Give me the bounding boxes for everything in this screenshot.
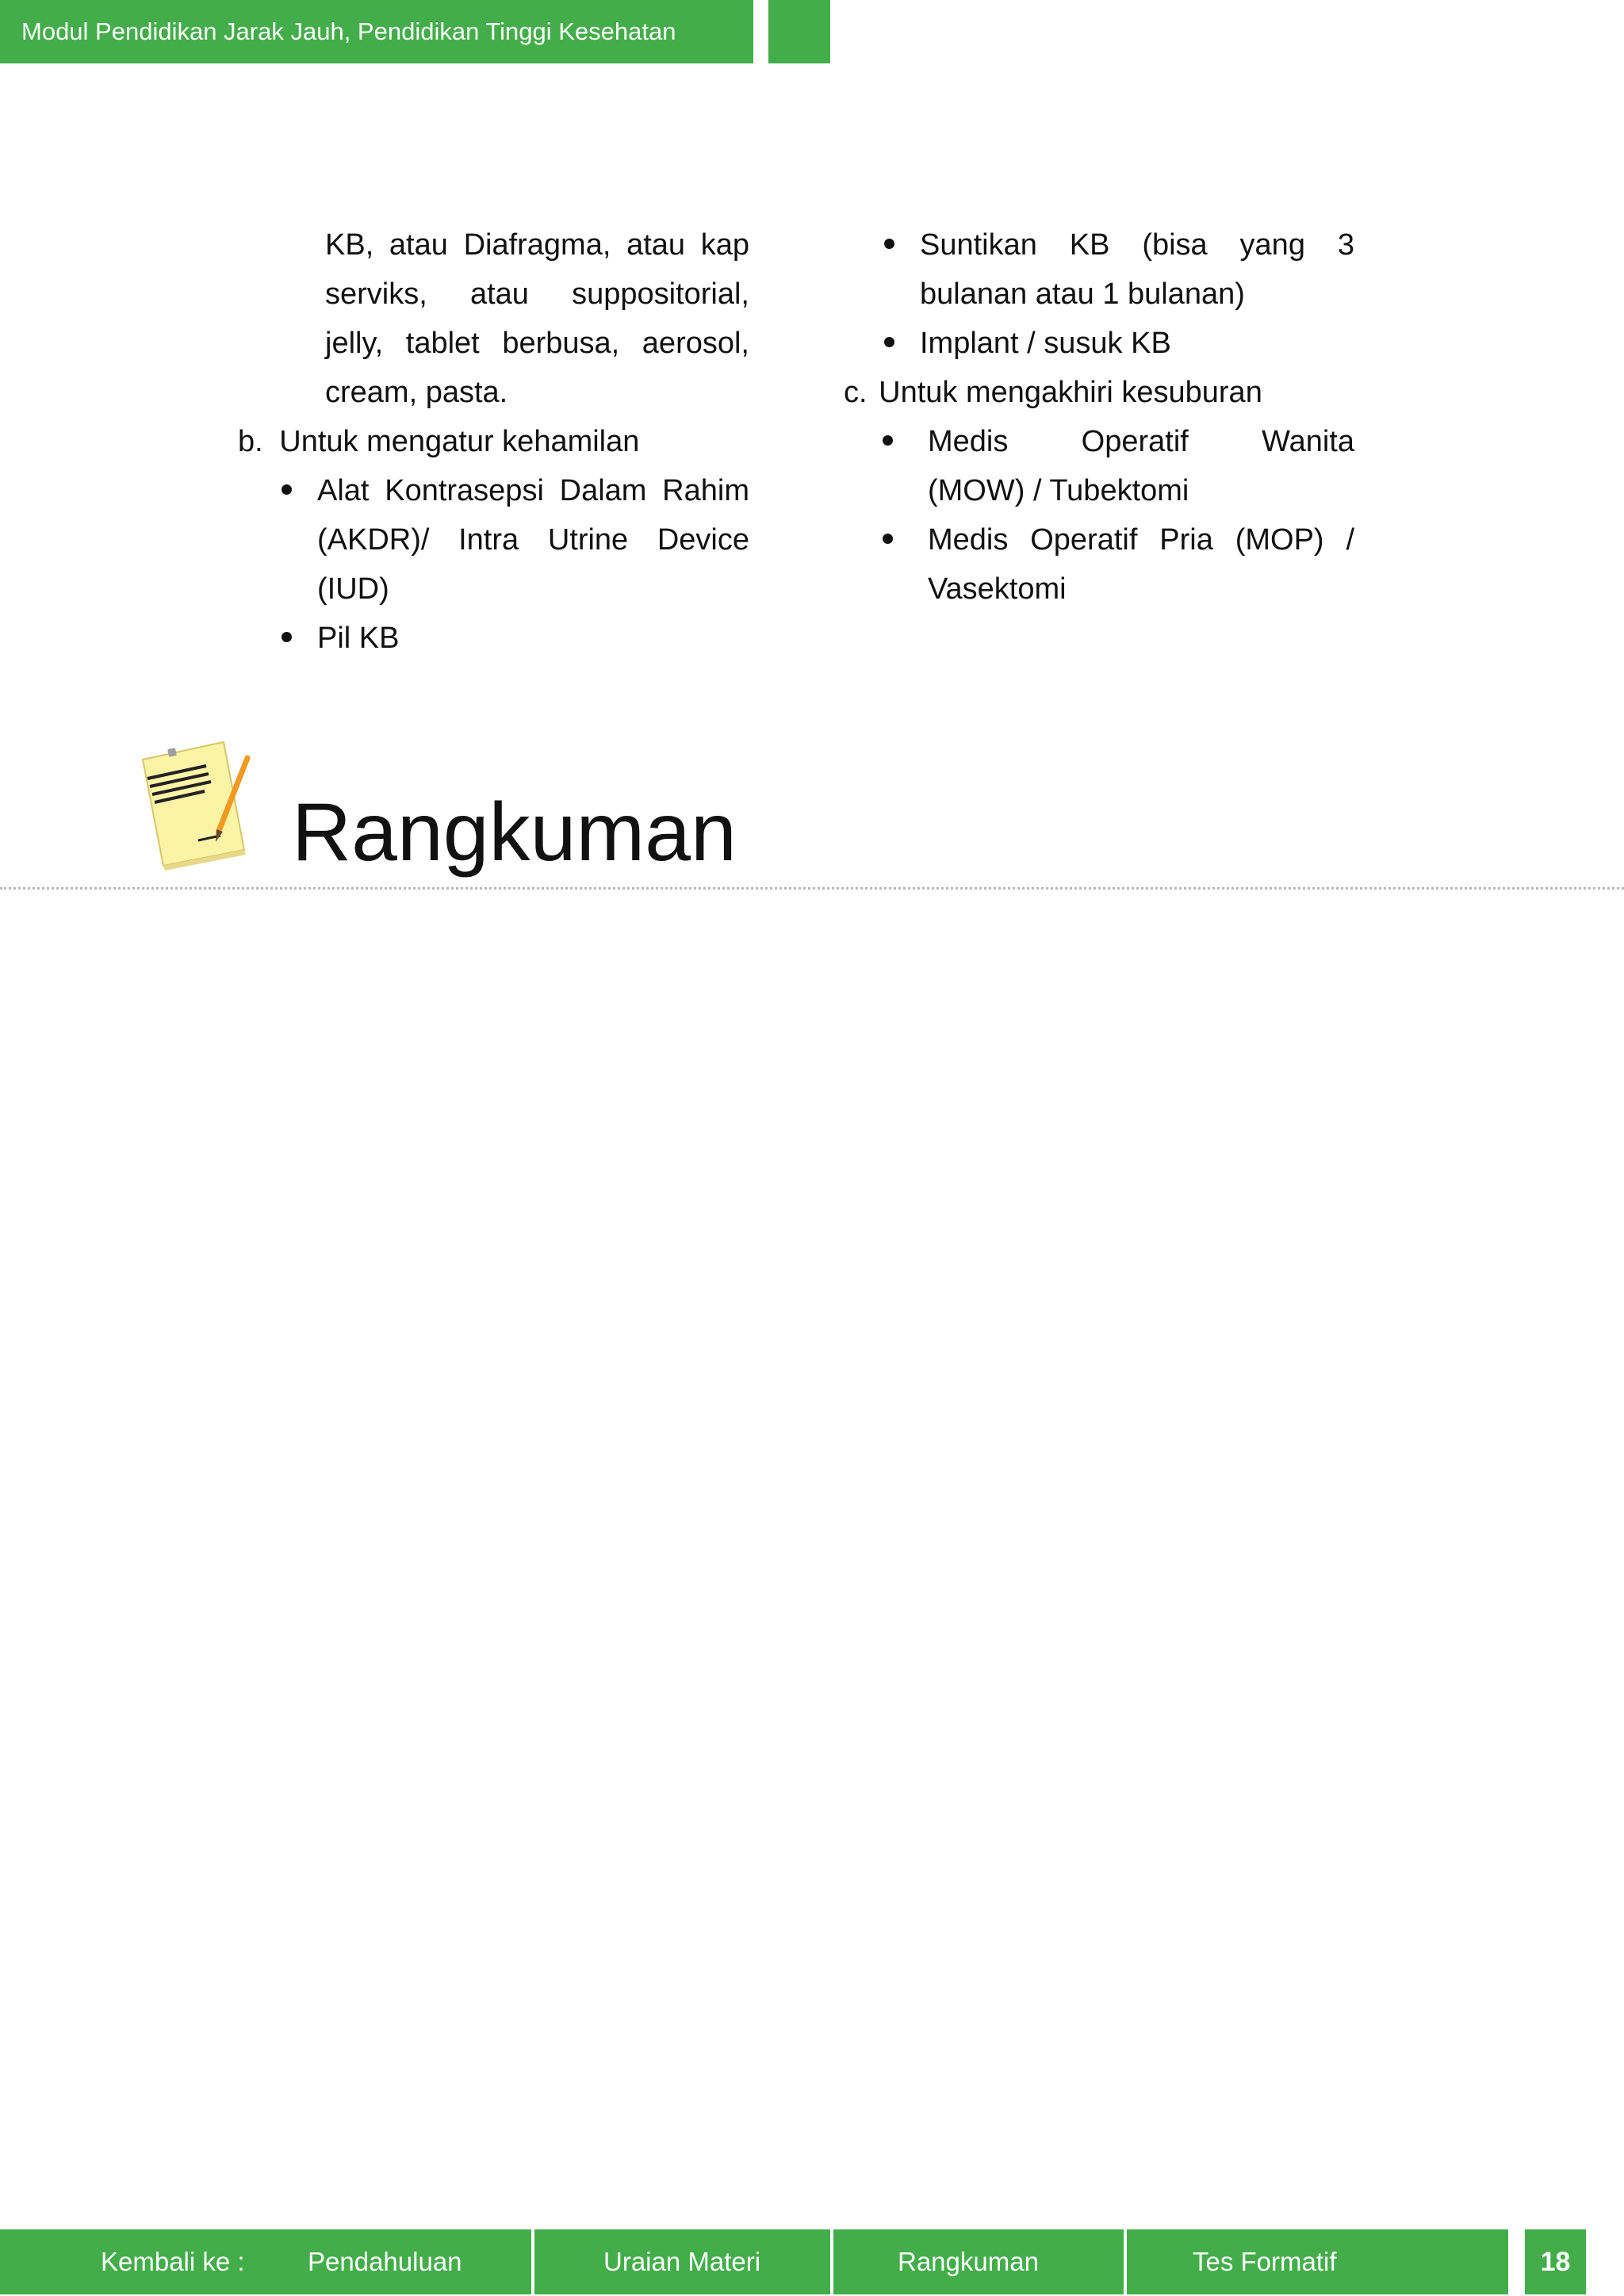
- footer-back-segment: [0, 2229, 531, 2294]
- bullet-dot: [883, 534, 893, 544]
- list-heading: Untuk mengatur kehamilan: [279, 425, 640, 458]
- paragraph-line: cream, pasta.: [325, 376, 508, 409]
- bullet-dot: [282, 484, 292, 495]
- nav-link-pendahuluan[interactable]: Pendahuluan: [308, 2247, 462, 2276]
- back-label: Kembali ke :: [101, 2247, 245, 2276]
- header-bar: [0, 0, 753, 63]
- bullet-dot: [883, 435, 893, 446]
- bullet-line: Alat Kontrasepsi Dalam Rahim: [317, 474, 749, 507]
- nav-link-rangkuman[interactable]: Rangkuman: [833, 2229, 1124, 2294]
- bullet-line: Suntikan KB (bisa yang 3: [920, 228, 1354, 262]
- bullet-dot: [884, 239, 894, 249]
- bullet-line: (AKDR)/ Intra Utrine Device: [317, 523, 749, 557]
- bullet-dot: [884, 337, 894, 347]
- paragraph-line: jelly, tablet berbusa, aerosol,: [325, 327, 749, 360]
- paragraph-line: KB, atau Diafragma, atau kap: [325, 228, 749, 262]
- header-accent-block: [768, 0, 830, 63]
- bullet-line: bulanan atau 1 bulanan): [920, 277, 1245, 311]
- section-title: Rangkuman: [292, 786, 737, 878]
- page-number: 18: [1525, 2229, 1586, 2294]
- nav-link-tes-formatif[interactable]: Tes Formatif: [1127, 2229, 1508, 2294]
- list-heading: Untuk mengakhiri kesuburan: [879, 376, 1262, 409]
- bullet-line: Medis Operatif Pria (MOP) /: [928, 523, 1354, 557]
- bullet-line: Medis Operatif Wanita: [928, 425, 1354, 458]
- paragraph-line: serviks, atau suppositorial,: [325, 277, 749, 311]
- bullet-line: Pil KB: [317, 622, 400, 655]
- bullet-line: (MOW) / Tubektomi: [928, 474, 1189, 507]
- bullet-line: Implant / susuk KB: [920, 327, 1171, 360]
- list-item-c-heading: [844, 368, 1262, 417]
- list-marker: b.: [238, 425, 263, 458]
- list-marker: c.: [844, 376, 868, 409]
- nav-link-uraian-materi[interactable]: Uraian Materi: [534, 2229, 830, 2294]
- bullet-dot: [282, 632, 292, 642]
- list-item-b-heading: [238, 417, 639, 466]
- bullet-line: Vasektomi: [928, 572, 1067, 606]
- bullet-line: (IUD): [317, 572, 389, 606]
- footer-nav: [0, 2229, 1624, 2296]
- section-divider: [0, 887, 1624, 890]
- notepad-pencil-icon: [128, 737, 255, 872]
- module-title: Modul Pendidikan Jarak Jauh, Pendidikan Tinggi Kesehatan: [21, 17, 676, 45]
